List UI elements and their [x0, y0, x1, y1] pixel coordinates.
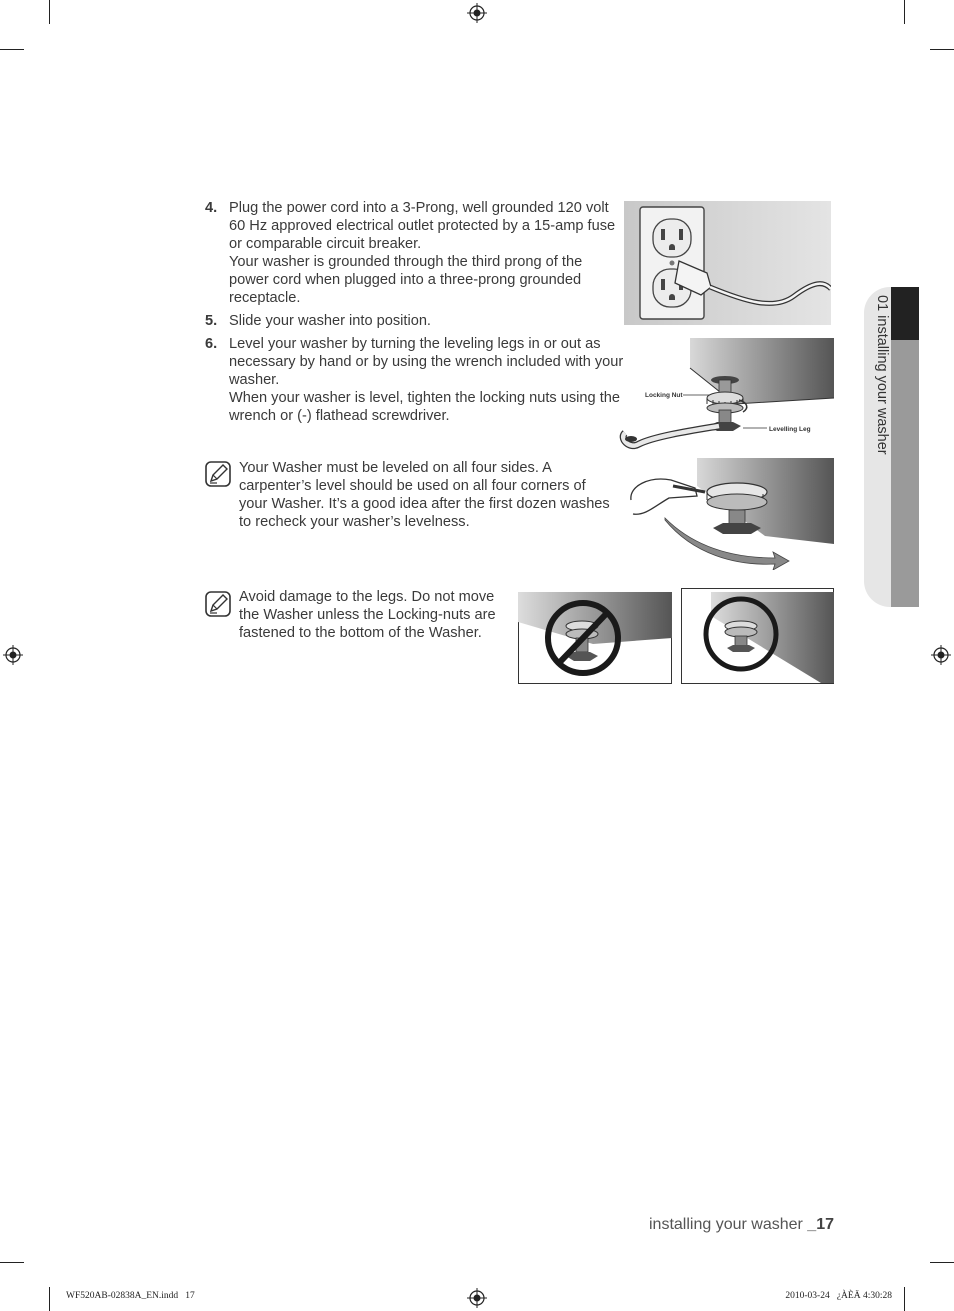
step-text: Plug the power cord into a 3-Prong, well grounded 120 volt 60 Hz approved electrical outlet protected by a 15-amp fuse or comparable circuit breaker.	[229, 200, 616, 252]
page-number: _17	[807, 1216, 834, 1233]
chapter-side-tab	[864, 287, 919, 607]
crop-mark	[49, 1287, 50, 1311]
crop-mark	[904, 0, 905, 24]
tab-dark-block	[891, 287, 919, 340]
crop-mark	[0, 49, 24, 50]
levelling-leg-label: Levelling Leg	[769, 426, 811, 433]
tab-grey-block	[891, 340, 919, 607]
chapter-label: 01 installing your washer	[874, 295, 890, 455]
step-subtext: Your washer is grounded through the third prong of the power cord when plugged into a three-prong grounded receptacle.	[229, 254, 583, 306]
registration-mark-icon	[467, 3, 487, 23]
registration-mark-icon	[931, 645, 951, 665]
locking-nut-label: Locking Nut	[645, 392, 683, 399]
step-text: Slide your washer into position.	[229, 313, 431, 329]
hand-turning-leg-figure	[625, 458, 834, 570]
step-number: 6.	[205, 336, 218, 352]
leveling-leg-figure	[615, 338, 834, 453]
registration-mark-icon	[467, 1288, 487, 1308]
note-pencil-icon	[205, 591, 231, 617]
installation-steps	[205, 199, 624, 430]
note-level-text: Your Washer must be leveled on all four sides. A carpenter’s level should be used on all four corners of your Washer. It’s a good idea after the first dozen washes to recheck your washer’s levelness.	[239, 460, 610, 530]
crop-mark	[930, 49, 954, 50]
page-footer	[649, 1216, 834, 1234]
registration-mark-icon	[3, 645, 23, 665]
footer-section-title: installing your washer	[648, 1216, 803, 1233]
step-6	[205, 335, 624, 425]
step-text: Level your washer by turning the leveling legs in or out as necessary by hand or by using the wrench included with your washer.	[229, 336, 624, 388]
outlet-plug-figure	[624, 201, 831, 325]
step-subtext: When your washer is level, tighten the locking nuts using the wrench or (-) flathead screwdriver.	[229, 390, 621, 424]
step-number: 4.	[205, 200, 218, 216]
step-number: 5.	[205, 313, 218, 329]
crop-mark	[0, 1262, 24, 1263]
step-4	[205, 199, 620, 307]
note-legs-text: Avoid damage to the legs. Do not move the Washer unless the Locking-nuts are fastened to the bottom of the Washer.	[239, 589, 496, 641]
crop-mark	[930, 1262, 954, 1263]
print-date-info: 2010-03-24 ¿ÀÈÄ 4:30:28	[785, 1291, 892, 1301]
note-pencil-icon	[205, 461, 231, 487]
crop-mark	[49, 0, 50, 24]
print-file-info: WF520AB-02838A_EN.indd 17	[66, 1291, 195, 1301]
prohibited-move-figure	[518, 588, 672, 684]
step-5	[205, 312, 620, 330]
crop-mark	[904, 1287, 905, 1311]
correct-leg-figure	[681, 588, 834, 684]
